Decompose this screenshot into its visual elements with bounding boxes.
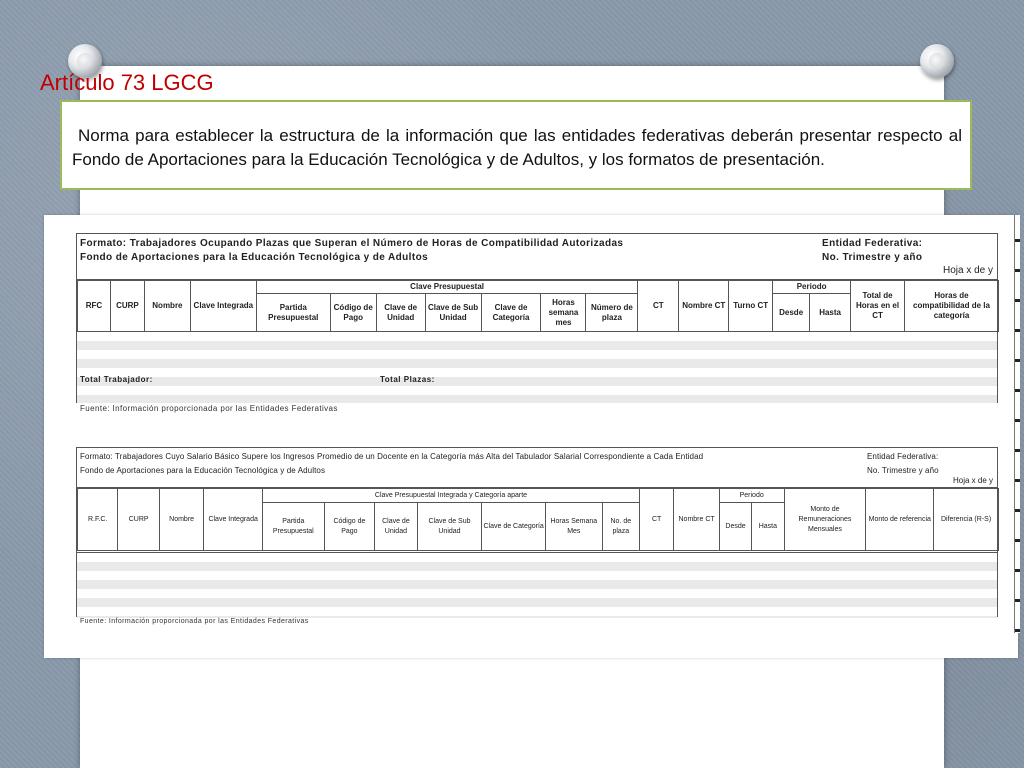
data-rows-area [77,331,997,403]
col-curp: CURP [118,489,159,551]
col-codigo-pago: Código de Pago [324,503,375,551]
sheet-label: Hoja x de y [942,265,993,276]
col-clave-presupuestal: Clave Presupuestal [256,281,638,294]
format-title: Formato: Trabajadores Ocupando Plazas que Superan el Número de Horas de Compatibilidad Autorizadas [80,238,624,249]
col-monto-referencia: Monto de referencia [866,489,934,551]
col-clave-unidad: Clave de Unidad [375,503,417,551]
col-horas-semana: Horas semana mes [541,294,586,332]
col-desde: Desde [773,294,810,332]
form-table [77,488,999,551]
col-periodo: Periodo [719,489,784,503]
col-clave-subunidad: Clave de Sub Unidad [417,503,482,551]
col-hasta: Hasta [810,294,851,332]
col-clave-subunidad: Clave de Sub Unidad [425,294,481,332]
col-partida: Partida Presupuestal [256,294,330,332]
pushpin-icon [920,44,954,78]
form-header [77,448,997,488]
total-trabajador-label: Total Trabajador: [80,375,153,384]
form-horas-compatibilidad [76,233,998,403]
col-numero-plaza: Número de plaza [586,294,638,332]
col-curp: CURP [110,281,144,332]
form-table [77,280,999,332]
col-nombre-ct: Nombre CT [674,489,719,551]
col-horas-semana: Horas Semana Mes [546,503,603,551]
form-salario-basico [76,447,998,617]
col-clave-integrada: Clave Integrada [190,281,256,332]
col-desde: Desde [719,503,751,551]
total-plazas-label: Total Plazas: [380,375,435,384]
col-turno-ct: Turno CT [729,281,773,332]
col-monto-remuneraciones: Monto de Remuneraciones Mensuales [784,489,866,551]
entity-label: Entidad Federativa: [822,238,923,249]
col-total-horas: Total de Horas en el CT [851,281,905,332]
col-clave-unidad: Clave de Unidad [376,294,425,332]
col-diferencia: Diferencia (R-S) [934,489,999,551]
slide-title: Artículo 73 LGCG [40,70,214,95]
norma-text: Norma para establecer la estructura de la información que las entidades federativas deberán presentar respecto al Fondo de Aportaciones para la Educación Tecnológica y de Adultos, y los formatos de presentación. [60,100,972,190]
col-clave-integrada: Clave Integrada [204,489,263,551]
right-edge-strip [1014,215,1020,633]
period-label: No. Trimestre y año [867,466,939,475]
col-clave-categoria: Clave de Categoría [482,503,546,551]
col-clave-categoria: Clave de Categoría [481,294,541,332]
col-no-plaza: No. de plaza [602,503,639,551]
form1-source-note: Fuente: Información proporcionada por las Entidades Federativas [80,404,338,413]
col-partida: Partida Presupuestal [262,503,324,551]
col-hasta: Hasta [752,503,784,551]
col-ct: CT [638,281,679,332]
col-nombre: Nombre [159,489,203,551]
period-label: No. Trimestre y año [822,252,923,263]
fund-title: Fondo de Aportaciones para la Educación Tecnológica y de Adultos [80,252,429,263]
sheet-label: Hoja x de y [952,476,993,485]
form-header [77,234,997,280]
col-clave-presupuestal: Clave Presupuestal Integrada y Categoría aparte [262,489,639,503]
data-rows-area [77,552,997,618]
col-rfc: R.F.C. [78,489,118,551]
col-nombre: Nombre [144,281,190,332]
col-codigo-pago: Código de Pago [330,294,376,332]
format-title: Formato: Trabajadores Cuyo Salario Básico Supere los Ingresos Promedio de un Docente en la Categoría más Alta del Tabulador Salarial Correspondiente a Cada Entidad [80,452,704,461]
form2-source-note: Fuente: Información proporcionada por las Entidades Federativas [80,618,309,625]
col-periodo: Periodo [773,281,851,294]
fund-title: Fondo de Aportaciones para la Educación Tecnológica y de Adultos [80,466,326,475]
entity-label: Entidad Federativa: [867,452,939,461]
col-ct: CT [640,489,674,551]
col-rfc: RFC [78,281,111,332]
col-nombre-ct: Nombre CT [679,281,729,332]
col-horas-compatibilidad: Horas de compatibilidad de la categoría [904,281,998,332]
